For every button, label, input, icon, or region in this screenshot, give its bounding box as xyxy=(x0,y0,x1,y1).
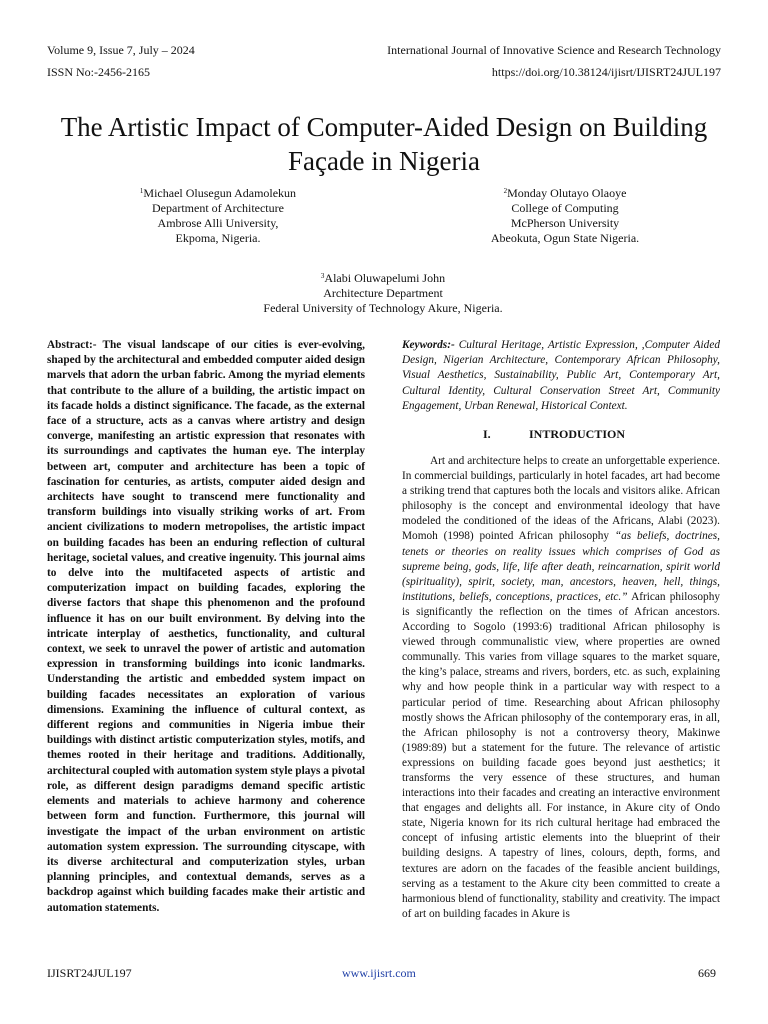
author-affiliation: Architecture Department xyxy=(323,286,443,300)
footer-paper-id: IJISRT24JUL197 xyxy=(47,966,132,980)
author-sup: 3 xyxy=(320,272,325,280)
author-name xyxy=(113,186,323,201)
section-number: I. xyxy=(483,427,491,442)
author-sup: 1 xyxy=(139,187,144,195)
author-block-2 xyxy=(455,186,675,246)
intro-part-2: African philosophy is significantly the reflection on the times of African ancestors. According to Sogolo (1993:6) traditional African philosophy is viewed through communalistic view, where properties are owned communally. This varies from village squares to the market square, the king’s palace, streams and rivers, borders, etc. as such, explaining why and how people think in a particular way with respect to a particular period of time. Researching about African philosophy mostly shows the African philosophy of the contemporary eras, in all, the African philosophy is not a controversy theory, Makinwe (1989:89) but a statement for the future. The relevance of artistic expressions on building facade goes beyond just aesthetics; it transforms the very essence of these structures, and human interactions into their facades and creating an interactive environment that engages and delights all. For instance, in Akure city of Ondo state, Nigeria known for its rich cultural heritage had embraced the concept of infusing artistic elements into the blueprint of their building designs. A tapestry of lines, colours, depth, forms, and textures are adorn on the facades of the feasible ancient buildings, serving as a testament to the Akure city been committed to create a harmonious blend of functionality, stability and creativity. The impact of art on building facades in Akure is xyxy=(402,590,720,920)
author-affiliation: Ambrose Alli University, xyxy=(157,216,279,230)
author-affiliation: Ekpoma, Nigeria. xyxy=(175,231,261,245)
author-name-text: Alabi Oluwapelumi John xyxy=(324,271,446,285)
author-sup: 2 xyxy=(503,187,508,195)
author-block-3 xyxy=(183,271,583,316)
header-doi-link[interactable]: https://doi.org/10.38124/ijisrt/IJISRT24JUL197 xyxy=(491,65,721,79)
keywords-text: Cultural Heritage, Artistic Expression, ,Computer Aided Design, Nigerian Architecture, Contemporary African Philosophy, Visual Aesthetics, Sustainability, Public Art, Contemporary Art, Cultural Identity, Cultural Conservation Street Art, Community Engagement, Urban Renewal, Historical Context. xyxy=(402,339,720,412)
author-affiliation: Abeokuta, Ogun State Nigeria. xyxy=(490,231,640,245)
author-affiliation: College of Computing xyxy=(511,201,619,215)
author-name-text: Michael Olusegun Adamolekun xyxy=(143,186,297,200)
footer-website-link[interactable]: www.ijisrt.com xyxy=(342,966,416,980)
header-journal-name: International Journal of Innovative Science and Research Technology xyxy=(387,43,721,57)
author-name-text: Monday Olutayo Olaoye xyxy=(507,186,627,200)
intro-part-1: Art and architecture helps to create an unforgettable experience. In commercial buildings, particularly in hotel facades, art had become a striking trend that captures both the locals and visitors alike. African philosophy is the concept and environmental ideology that have modeled the conditioned of the ideas of the Africans, Alabi (2023). Momoh (1998) pointed African philosophy xyxy=(402,455,720,543)
author-block-1 xyxy=(113,186,323,246)
keywords-paragraph xyxy=(402,338,720,414)
author-name xyxy=(183,271,583,286)
author-name xyxy=(455,186,675,201)
keywords-label: Keywords:- xyxy=(402,339,455,351)
paper-title: The Artistic Impact of Computer-Aided Design on Building Façade in Nigeria xyxy=(60,112,708,177)
abstract-text: Abstract:- The visual landscape of our cities is ever-evolving, shaped by the architectural and embedded computer aided design marvels that adorn the urban fabric. Among the myriad elements that contribute to the allure of a building, the artistic impact on its facade holds a distinct significance. The facade, as the external face of a structure, acts as a canvas where artistry and design converge, manifesting an artistic expression that resonates with its surroundings and captivates the human eye. The interplay between art, computer and architecture has been a topic of fascination for centuries, as artists, computer aided design and architects have sought to transcend mere functionality and transform buildings into visually striking works of art. From ancient civilizations to modern metropolises, the artistic impact on building facades has been an enduring reflection of cultural heritage, societal values, and creative ingenuity. This journal aims to delve into the multifaceted aspects of artistic and computerization impact on building facades, exploring the diverse factors that shape this phenomenon and the profound influence it has on our built environment. By delving into the intricate interplay of aesthetics, functionality, and cultural context, we seek to unravel the power of artistic and automation expression in transforming buildings into iconic landmarks. Understanding the artistic and embedded system impact on building facades necessitates an exploration of various dimensions. Examining the influence of cultural context, as different regions and communities in Nigeria imbue their buildings with distinct artistic computerization styles, motifs, and themes rooted in their heritage and traditions. Additionally, architectural coupled with automation system style plays a pivotal role, as different design paradigms demand specific artistic elements and materials to achieve harmony and coherence between form and function. Furthermore, this journal will investigate the impact of the urban environment on artistic automation system expression. The surrounding cityscape, with its diverse architectural and computerization styles, urban planning principles, and contextual demands, serves as a backdrop against which building facades make their artistic and automation statements. xyxy=(47,339,365,914)
footer-page-number: 669 xyxy=(698,966,716,980)
section-title: INTRODUCTION xyxy=(529,427,626,442)
introduction-text xyxy=(402,454,720,922)
right-column xyxy=(402,338,720,922)
author-affiliation: Department of Architecture xyxy=(152,201,284,215)
intro-quote: “as beliefs, doctrines, tenets or theories on reality issues which comprises of God as supreme being, gods, life, life after death, reincarnation, spirit world (spirituality), spirit, society, man, ancestors, heaven, hell, things, institutions, beliefs, conceptions, practices, etc.” xyxy=(402,530,720,603)
header-issn: ISSN No:-2456-2165 xyxy=(47,65,151,79)
section-heading xyxy=(402,427,720,442)
author-affiliation: McPherson University xyxy=(510,216,620,230)
header-volume: Volume 9, Issue 7, July – 2024 xyxy=(47,43,195,57)
author-affiliation: Federal University of Technology Akure, Nigeria. xyxy=(263,301,503,315)
